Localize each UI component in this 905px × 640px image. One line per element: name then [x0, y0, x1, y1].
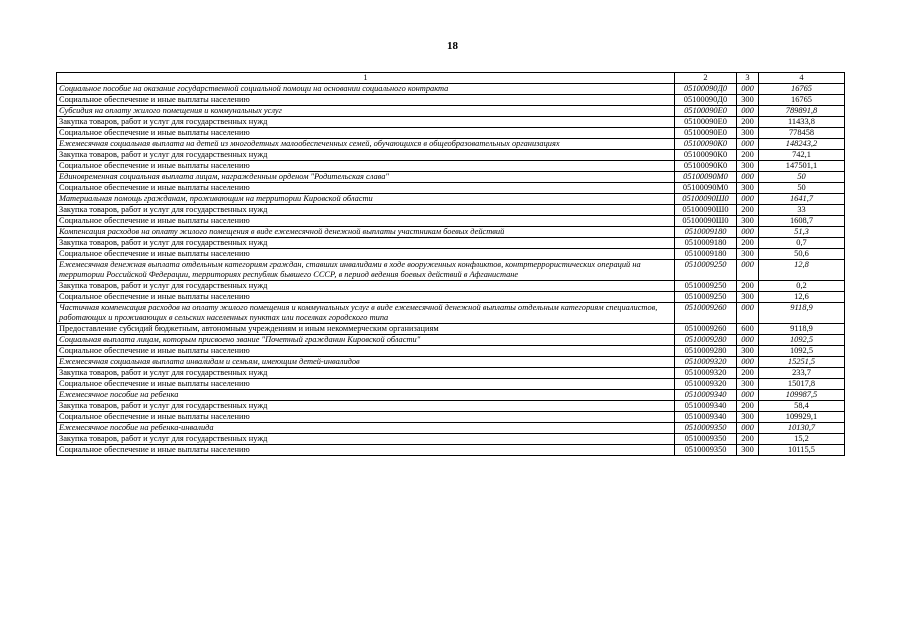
- row-type-cell: 300: [737, 183, 759, 194]
- row-code-cell: 0510009280: [675, 335, 737, 346]
- row-name-cell: Закупка товаров, работ и услуг для государственных нужд: [57, 401, 675, 412]
- row-type-cell: 600: [737, 324, 759, 335]
- row-code-cell: 0510009180: [675, 227, 737, 238]
- row-name-cell: Социальное обеспечение и иные выплаты населению: [57, 216, 675, 227]
- row-type-cell: 300: [737, 445, 759, 456]
- row-type-cell: 300: [737, 346, 759, 357]
- row-name-cell: Единовременная социальная выплата лицам, награжденным орденом "Родительская слава": [57, 172, 675, 183]
- row-amount-cell: 16765: [759, 95, 845, 106]
- row-name-cell: Частичная компенсация расходов на оплату жилого помещения и коммунальных услуг в виде ежемесячной денежной выплаты отдельным категориям специалистов, работающих и проживающих в сельских населенных пунктах или поселках городского типа: [57, 303, 675, 324]
- row-type-cell: 000: [737, 194, 759, 205]
- table-row: [57, 368, 845, 379]
- row-code-cell: 0510009260: [675, 324, 737, 335]
- row-amount-cell: 58,4: [759, 401, 845, 412]
- row-type-cell: 000: [737, 260, 759, 281]
- table-row: [57, 161, 845, 172]
- row-code-cell: 05100090М0: [675, 183, 737, 194]
- row-amount-cell: 50: [759, 183, 845, 194]
- row-name-cell: Ежемесячное пособие на ребенка-инвалида: [57, 423, 675, 434]
- table-row: [57, 379, 845, 390]
- row-code-cell: 0510009280: [675, 346, 737, 357]
- row-type-cell: 200: [737, 368, 759, 379]
- row-code-cell: 0510009180: [675, 238, 737, 249]
- row-amount-cell: 0,2: [759, 281, 845, 292]
- row-code-cell: 0510009340: [675, 412, 737, 423]
- row-code-cell: 05100090Ш0: [675, 216, 737, 227]
- row-amount-cell: 148243,2: [759, 139, 845, 150]
- row-amount-cell: 12,6: [759, 292, 845, 303]
- row-name-cell: Ежемесячная социальная выплата инвалидам и семьям, имеющим детей-инвалидов: [57, 357, 675, 368]
- row-name-cell: Субсидия на оплату жилого помещения и коммунальных услуг: [57, 106, 675, 117]
- row-name-cell: Социальное обеспечение и иные выплаты населению: [57, 161, 675, 172]
- row-amount-cell: 147501,1: [759, 161, 845, 172]
- row-code-cell: 0510009320: [675, 379, 737, 390]
- row-name-cell: Компенсация расходов на оплату жилого помещения в виде ежемесячной денежной выплаты участникам боевых действий: [57, 227, 675, 238]
- row-amount-cell: 109929,1: [759, 412, 845, 423]
- row-amount-cell: 0,7: [759, 238, 845, 249]
- row-name-cell: Социальная выплата лицам, которым присвоено звание "Почетный гражданин Кировской области": [57, 335, 675, 346]
- table-row: [57, 139, 845, 150]
- row-name-cell: Социальное обеспечение и иные выплаты населению: [57, 95, 675, 106]
- row-code-cell: 05100090М0: [675, 172, 737, 183]
- row-type-cell: 200: [737, 281, 759, 292]
- row-amount-cell: 742,1: [759, 150, 845, 161]
- table-row: [57, 106, 845, 117]
- row-code-cell: 0510009320: [675, 357, 737, 368]
- row-name-cell: Социальное обеспечение и иные выплаты населению: [57, 379, 675, 390]
- table-row: [57, 434, 845, 445]
- row-amount-cell: 51,3: [759, 227, 845, 238]
- row-type-cell: 300: [737, 292, 759, 303]
- row-code-cell: 0510009320: [675, 368, 737, 379]
- row-amount-cell: 11433,8: [759, 117, 845, 128]
- table-row: [57, 117, 845, 128]
- table-row: [57, 292, 845, 303]
- row-amount-cell: 1092,5: [759, 346, 845, 357]
- row-type-cell: 000: [737, 335, 759, 346]
- row-name-cell: Социальное обеспечение и иные выплаты населению: [57, 346, 675, 357]
- row-code-cell: 05100090К0: [675, 150, 737, 161]
- row-type-cell: 000: [737, 84, 759, 95]
- row-name-cell: Ежемесячная денежная выплата отдельным категориям граждан, ставших инвалидами в ходе вооруженных конфликтов, контртеррористических операций на территории Российской Федерации, территориях республик бывшего СССР, в период ведения боевых действий в Афганистане: [57, 260, 675, 281]
- table-row: [57, 260, 845, 281]
- row-name-cell: Предоставление субсидий бюджетным, автономным учреждениям и иным некоммерческим организациям: [57, 324, 675, 335]
- row-type-cell: 000: [737, 357, 759, 368]
- row-code-cell: 0510009180: [675, 249, 737, 260]
- row-code-cell: 0510009350: [675, 423, 737, 434]
- row-type-cell: 000: [737, 390, 759, 401]
- row-amount-cell: 50: [759, 172, 845, 183]
- table-row: [57, 150, 845, 161]
- table-row: [57, 205, 845, 216]
- row-name-cell: Социальное обеспечение и иные выплаты населению: [57, 249, 675, 260]
- table-row: [57, 227, 845, 238]
- table-row: [57, 183, 845, 194]
- row-amount-cell: 1608,7: [759, 216, 845, 227]
- header-amount-column: 4: [759, 73, 845, 84]
- row-amount-cell: 15,2: [759, 434, 845, 445]
- row-amount-cell: 9118,9: [759, 324, 845, 335]
- row-type-cell: 000: [737, 423, 759, 434]
- row-code-cell: 0510009350: [675, 445, 737, 456]
- row-type-cell: 200: [737, 238, 759, 249]
- table-row: [57, 324, 845, 335]
- row-amount-cell: 50,6: [759, 249, 845, 260]
- row-amount-cell: 10115,5: [759, 445, 845, 456]
- row-type-cell: 300: [737, 216, 759, 227]
- table-row: [57, 172, 845, 183]
- budget-table: [56, 72, 845, 456]
- row-type-cell: 300: [737, 161, 759, 172]
- row-name-cell: Закупка товаров, работ и услуг для государственных нужд: [57, 368, 675, 379]
- row-type-cell: 300: [737, 249, 759, 260]
- table-row: [57, 238, 845, 249]
- header-name-column: 1: [57, 73, 675, 84]
- row-name-cell: Закупка товаров, работ и услуг для государственных нужд: [57, 150, 675, 161]
- table-row: [57, 423, 845, 434]
- row-name-cell: Закупка товаров, работ и услуг для государственных нужд: [57, 205, 675, 216]
- table-row: [57, 249, 845, 260]
- row-type-cell: 000: [737, 139, 759, 150]
- row-amount-cell: 789891,8: [759, 106, 845, 117]
- row-code-cell: 05100090К0: [675, 139, 737, 150]
- row-name-cell: Материальная помощь гражданам, проживающим на территории Кировской области: [57, 194, 675, 205]
- row-amount-cell: 33: [759, 205, 845, 216]
- row-code-cell: 05100090Е0: [675, 128, 737, 139]
- table-row: [57, 357, 845, 368]
- table-row: [57, 84, 845, 95]
- row-type-cell: 300: [737, 128, 759, 139]
- table-row: [57, 194, 845, 205]
- table-row: [57, 346, 845, 357]
- row-code-cell: 05100090Е0: [675, 117, 737, 128]
- header-type-column: 3: [737, 73, 759, 84]
- row-type-cell: 000: [737, 106, 759, 117]
- row-amount-cell: 12,8: [759, 260, 845, 281]
- row-name-cell: Социальное обеспечение и иные выплаты населению: [57, 292, 675, 303]
- row-code-cell: 05100090Ш0: [675, 194, 737, 205]
- row-code-cell: 05100090Д0: [675, 95, 737, 106]
- row-code-cell: 0510009340: [675, 401, 737, 412]
- row-amount-cell: 109987,5: [759, 390, 845, 401]
- row-code-cell: 0510009250: [675, 260, 737, 281]
- row-code-cell: 0510009250: [675, 292, 737, 303]
- page-number: 18: [447, 40, 458, 52]
- row-amount-cell: 15017,8: [759, 379, 845, 390]
- row-type-cell: 200: [737, 401, 759, 412]
- row-code-cell: 0510009250: [675, 281, 737, 292]
- row-code-cell: 0510009340: [675, 390, 737, 401]
- row-amount-cell: 1092,5: [759, 335, 845, 346]
- row-name-cell: Социальное пособие на оказание государственной социальной помощи на основании социального контракта: [57, 84, 675, 95]
- row-type-cell: 300: [737, 379, 759, 390]
- header-code-column: 2: [675, 73, 737, 84]
- row-amount-cell: 1641,7: [759, 194, 845, 205]
- row-name-cell: Ежемесячное пособие на ребенка: [57, 390, 675, 401]
- row-code-cell: 0510009260: [675, 303, 737, 324]
- table-header-row: [57, 73, 845, 84]
- row-amount-cell: 10130,7: [759, 423, 845, 434]
- row-code-cell: 0510009350: [675, 434, 737, 445]
- row-amount-cell: 233,7: [759, 368, 845, 379]
- row-name-cell: Ежемесячная социальная выплата на детей из многодетных малообеспеченных семей, обучающихся в общеобразовательных организациях: [57, 139, 675, 150]
- row-type-cell: 000: [737, 227, 759, 238]
- row-type-cell: 300: [737, 412, 759, 423]
- row-type-cell: 200: [737, 117, 759, 128]
- table-row: [57, 445, 845, 456]
- row-code-cell: 05100090К0: [675, 161, 737, 172]
- table-row: [57, 303, 845, 324]
- row-name-cell: Закупка товаров, работ и услуг для государственных нужд: [57, 434, 675, 445]
- table-row: [57, 335, 845, 346]
- row-code-cell: 05100090Д0: [675, 84, 737, 95]
- row-code-cell: 05100090Е0: [675, 106, 737, 117]
- row-type-cell: 000: [737, 303, 759, 324]
- row-type-cell: 300: [737, 95, 759, 106]
- row-name-cell: Социальное обеспечение и иные выплаты населению: [57, 128, 675, 139]
- row-amount-cell: 9118,9: [759, 303, 845, 324]
- row-amount-cell: 778458: [759, 128, 845, 139]
- table-row: [57, 95, 845, 106]
- row-name-cell: Закупка товаров, работ и услуг для государственных нужд: [57, 117, 675, 128]
- row-type-cell: 200: [737, 150, 759, 161]
- row-type-cell: 200: [737, 205, 759, 216]
- row-name-cell: Закупка товаров, работ и услуг для государственных нужд: [57, 281, 675, 292]
- table-body: [57, 84, 845, 456]
- row-name-cell: Закупка товаров, работ и услуг для государственных нужд: [57, 238, 675, 249]
- table-row: [57, 128, 845, 139]
- row-name-cell: Социальное обеспечение и иные выплаты населению: [57, 183, 675, 194]
- table-row: [57, 216, 845, 227]
- table-row: [57, 401, 845, 412]
- row-amount-cell: 16765: [759, 84, 845, 95]
- row-type-cell: 200: [737, 434, 759, 445]
- row-name-cell: Социальное обеспечение и иные выплаты населению: [57, 412, 675, 423]
- row-type-cell: 000: [737, 172, 759, 183]
- row-code-cell: 05100090Ш0: [675, 205, 737, 216]
- table-row: [57, 281, 845, 292]
- row-name-cell: Социальное обеспечение и иные выплаты населению: [57, 445, 675, 456]
- table-row: [57, 390, 845, 401]
- row-amount-cell: 15251,5: [759, 357, 845, 368]
- table-row: [57, 412, 845, 423]
